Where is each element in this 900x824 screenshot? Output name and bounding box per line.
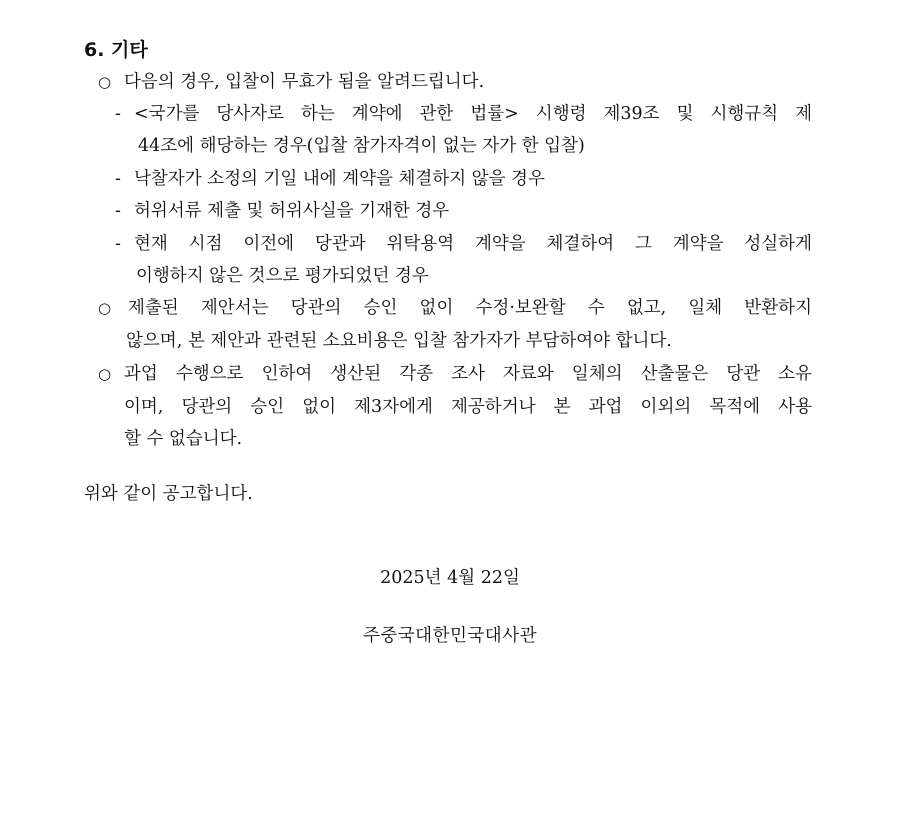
circle-bullet: ○ [98, 73, 112, 91]
subitem-4-line-2: 이행하지 않은 것으로 평가되었던 경우 [136, 266, 429, 286]
item-3-line-1: 과업 수행으로 인하여 생산된 각종 조사 자료와 일체의 산출물은 당관 소유 [124, 364, 812, 384]
item-1-text: 다음의 경우, 입찰이 무효가 됨을 알려드립니다. [124, 72, 485, 92]
dash-bullet: - [115, 104, 121, 124]
circle-bullet: ○ [98, 299, 112, 317]
item-2-line-2: 않으며, 본 제안과 관련된 소요비용은 입찰 참가자가 부담하여야 합니다. [126, 331, 672, 351]
dash-bullet: - [115, 234, 121, 254]
subitem-3-line-1: 허위서류 제출 및 허위사실을 기재한 경우 [134, 201, 450, 221]
subitem-4-line-1: 현재 시점 이전에 당관과 위탁용역 계약을 체결하여 그 계약을 성실하게 [134, 234, 812, 254]
dash-bullet: - [115, 201, 121, 221]
subitem-2-line-1: 낙찰자가 소정의 기일 내에 계약을 체결하지 않을 경우 [134, 169, 545, 189]
item-2-line-1: 제출된 제안서는 당관의 승인 없이 수정·보완할 수 없고, 일체 반환하지 [128, 298, 812, 318]
subitem-1-line-2: 44조에 해당하는 경우(입찰 참가자격이 없는 자가 한 입찰) [138, 136, 585, 156]
section-heading: 6. 기타 [84, 39, 148, 61]
closing-statement: 위와 같이 공고합니다. [84, 484, 253, 504]
dash-bullet: - [115, 169, 121, 189]
issuing-organization: 주중국대한민국대사관 [362, 626, 538, 646]
announcement-date: 2025년 4월 22일 [380, 568, 520, 588]
item-3-line-2: 이며, 당관의 승인 없이 제3자에게 제공하거나 본 과업 이외의 목적에 사용 [124, 397, 812, 417]
item-3-line-3: 할 수 없습니다. [124, 429, 243, 449]
subitem-1-line-1: <국가를 당사자로 하는 계약에 관한 법률> 시행령 제39조 및 시행규칙 제 [134, 104, 812, 124]
circle-bullet: ○ [98, 365, 112, 383]
